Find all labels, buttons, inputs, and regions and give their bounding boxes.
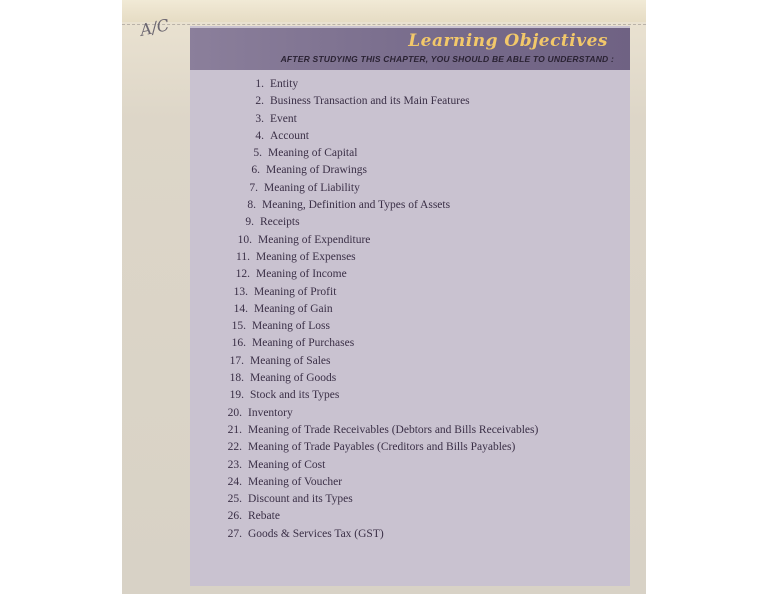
objective-number: 18. [229, 372, 244, 385]
objective-text: Meaning of Capital [268, 147, 358, 160]
objective-number: 15. [231, 320, 246, 333]
objective-number: 26. [227, 510, 242, 523]
objective-number: 6. [251, 164, 260, 177]
objectives-list [212, 76, 538, 543]
objective-item [212, 232, 538, 249]
objective-text: Meaning of Goods [250, 372, 337, 385]
objective-text: Meaning of Loss [252, 320, 330, 333]
objective-number: 4. [255, 129, 264, 142]
objective-text: Goods & Services Tax (GST) [248, 527, 384, 540]
objective-number: 2. [255, 95, 264, 108]
objective-text: Meaning of Cost [248, 458, 326, 471]
objective-number: 12. [235, 268, 250, 281]
objective-item [212, 301, 538, 318]
objective-item [212, 180, 538, 197]
objective-item [212, 526, 538, 543]
objective-text: Meaning of Drawings [266, 164, 367, 177]
objective-item [212, 370, 538, 387]
objective-item [212, 197, 538, 214]
objective-number: 23. [227, 458, 242, 471]
objective-number: 25. [227, 493, 242, 506]
header-title: Learning Objectives [408, 31, 608, 51]
objective-item [212, 508, 538, 525]
objective-number: 8. [247, 199, 256, 212]
objective-number: 20. [227, 406, 242, 419]
objective-text: Meaning of Purchases [252, 337, 355, 350]
objective-number: 9. [245, 216, 254, 229]
objective-text: Discount and its Types [248, 493, 353, 506]
objective-item [212, 214, 538, 231]
objective-text: Meaning of Trade Receivables (Debtors and Bills Receivables) [248, 423, 539, 436]
objective-item [212, 439, 538, 456]
objective-number: 5. [253, 147, 262, 160]
header-subtitle: AFTER STUDYING THIS CHAPTER, YOU SHOULD BE ABLE TO UNDERSTAND : [280, 54, 614, 64]
objective-item [212, 93, 538, 110]
objective-text: Meaning of Liability [264, 181, 360, 194]
objective-number: 16. [231, 337, 246, 350]
objective-number: 10. [237, 233, 252, 246]
objective-item [212, 353, 538, 370]
objective-number: 14. [233, 302, 248, 315]
learning-objectives-header [190, 28, 630, 70]
objective-text: Meaning of Expenditure [258, 233, 371, 246]
objective-item [212, 405, 538, 422]
objective-text: Meaning of Gain [254, 302, 333, 315]
objective-item [212, 474, 538, 491]
objective-item [212, 145, 538, 162]
objective-item [212, 128, 538, 145]
objective-number: 22. [227, 441, 242, 454]
objective-text: Meaning of Trade Payables (Creditors and Bills Payables) [248, 441, 516, 454]
objective-number: 19. [229, 389, 244, 402]
objective-item [212, 162, 538, 179]
page-top-strip [122, 0, 646, 22]
objective-number: 7. [249, 181, 258, 194]
objective-item [212, 111, 538, 128]
objective-number: 13. [233, 285, 248, 298]
objective-text: Meaning of Expenses [256, 250, 356, 263]
handwritten-mark: A/C [138, 15, 171, 40]
objective-item [212, 318, 538, 335]
objective-text: Meaning of Sales [250, 354, 331, 367]
objective-item [212, 387, 538, 404]
objective-number: 27. [227, 527, 242, 540]
objective-number: 24. [227, 475, 242, 488]
objective-text: Business Transaction and its Main Features [270, 95, 470, 108]
objective-item [212, 422, 538, 439]
objective-item [212, 284, 538, 301]
objective-text: Meaning of Profit [254, 285, 337, 298]
objective-text: Account [270, 129, 309, 142]
objective-item [212, 266, 538, 283]
objective-number: 21. [227, 423, 242, 436]
objective-text: Receipts [260, 216, 300, 229]
objective-item [212, 335, 538, 352]
objective-text: Meaning of Income [256, 268, 347, 281]
objective-text: Stock and its Types [250, 389, 340, 402]
objective-text: Event [270, 112, 297, 125]
objective-number: 3. [255, 112, 264, 125]
objective-number: 1. [255, 78, 264, 90]
objective-text: Meaning, Definition and Types of Assets [262, 199, 451, 212]
objective-number: 11. [236, 250, 250, 263]
objective-item [212, 491, 538, 508]
objective-text: Entity [270, 78, 299, 90]
objective-item [212, 457, 538, 474]
objective-text: Rebate [248, 510, 280, 523]
objective-item [212, 76, 538, 93]
objective-item [212, 249, 538, 266]
objective-text: Inventory [248, 406, 293, 419]
objective-text: Meaning of Voucher [248, 475, 343, 488]
objective-number: 17. [229, 354, 244, 367]
